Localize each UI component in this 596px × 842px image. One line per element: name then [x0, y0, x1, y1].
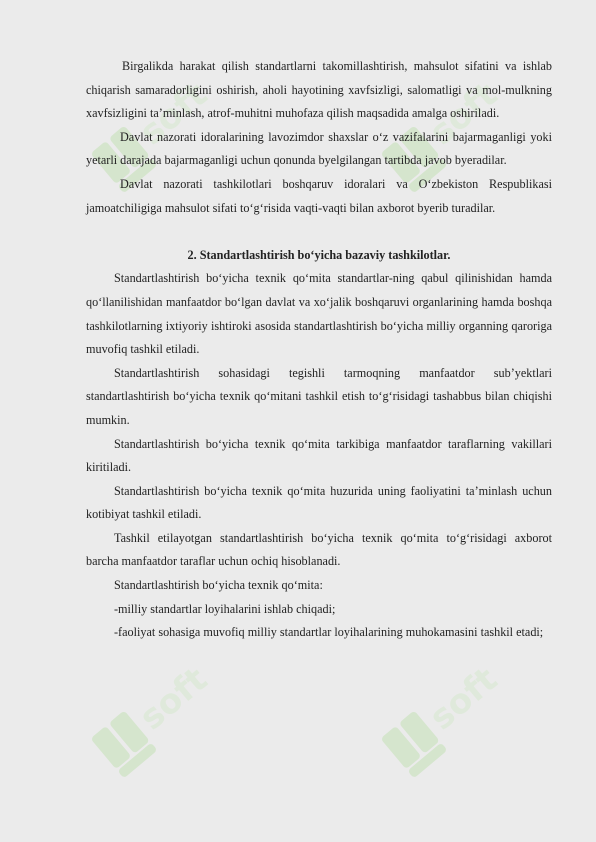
paragraph: Standartlashtirish bo‘yicha texnik qo‘mita huzurida uning faoliyatini ta’minlash uchun kotibiyat tashkil etiladi. — [86, 483, 552, 522]
list-item: -faoliyat sohasiga muvofiq milliy standartlar loyihalarining muhokamasini tashkil etadi; — [114, 625, 544, 640]
section-heading: 2. Standartlashtirish bo‘yicha bazaviy tashkilotlar. — [187, 247, 451, 262]
paragraph: Standartlashtirish bo‘yicha texnik qo‘mita standartlar-ning qabul qilinishidan hamda qo‘llanilishidan manfaatdor bo‘lgan davlat va xo‘jalik boshqaruvi organlarining hamda boshqa tashkilotlarning ixtiyoriy ishtiroki asosida standartlashtirish bo‘yicha milliy organning qaroriga muvofiq tashkil etiladi. — [86, 271, 552, 357]
paragraph: Birgalikda harakat qilish standartlarni takomillashtirish, mahsulot sifatini va ishlab chiqarish samaradorligini oshirish, aholi hayotining xavfsizligi, salomatligi va mol-mulkning xavfsizligini ta’minlash, atrof-muhitni muhofaza qilish maqsadida amalga oshiriladi. — [86, 59, 552, 121]
svg-text:soft: soft — [422, 74, 506, 154]
paragraph: Standartlashtirish bo‘yicha texnik qo‘mita: — [114, 578, 323, 593]
list-item: -milliy standartlar loyihalarini ishlab chiqadi; — [114, 601, 336, 616]
paragraph: Standartlashtirish bo‘yicha texnik qo‘mita tarkibiga manfaatdor taraflarning vakillari kiritiladi. — [86, 436, 552, 475]
paragraph: Standartlashtirish sohasidagi tegishli tarmoqning manfaatdor sub’yektlari standartlashtirish bo‘yicha texnik qo‘mitani tashkil etish to‘g‘risidagi tashabbus bilan chiqishi mumkin. — [86, 365, 552, 427]
paragraph: Davlat nazorati tashkilotlari boshqaruv idoralari va O‘zbekiston Respublikasi jamoatchiligiga mahsulot sifati to‘g‘risida vaqti-vaqti bilan axborot byerib turadilar. — [86, 176, 552, 215]
svg-text:soft: soft — [132, 659, 216, 739]
paragraph: Tashkil etilayotgan standartlashtirish bo‘yicha texnik qo‘mita to‘g‘risidagi axborot barcha manfaatdor taraflar uchun ochiq hisoblanadi. — [86, 530, 552, 569]
document-body — [86, 55, 552, 645]
svg-text:soft: soft — [422, 659, 506, 739]
paragraph: Davlat nazorati idoralarining lavozimdor shaxslar o‘z vazifalarini bajarmaganligi yoki yetarli darajada bajarmaganligi uchun qonunda byelgilangan tartibda javob byeradilar. — [86, 129, 552, 168]
svg-text:soft: soft — [132, 74, 216, 154]
watermark-logo — [70, 640, 220, 790]
watermark-logo — [360, 640, 510, 790]
